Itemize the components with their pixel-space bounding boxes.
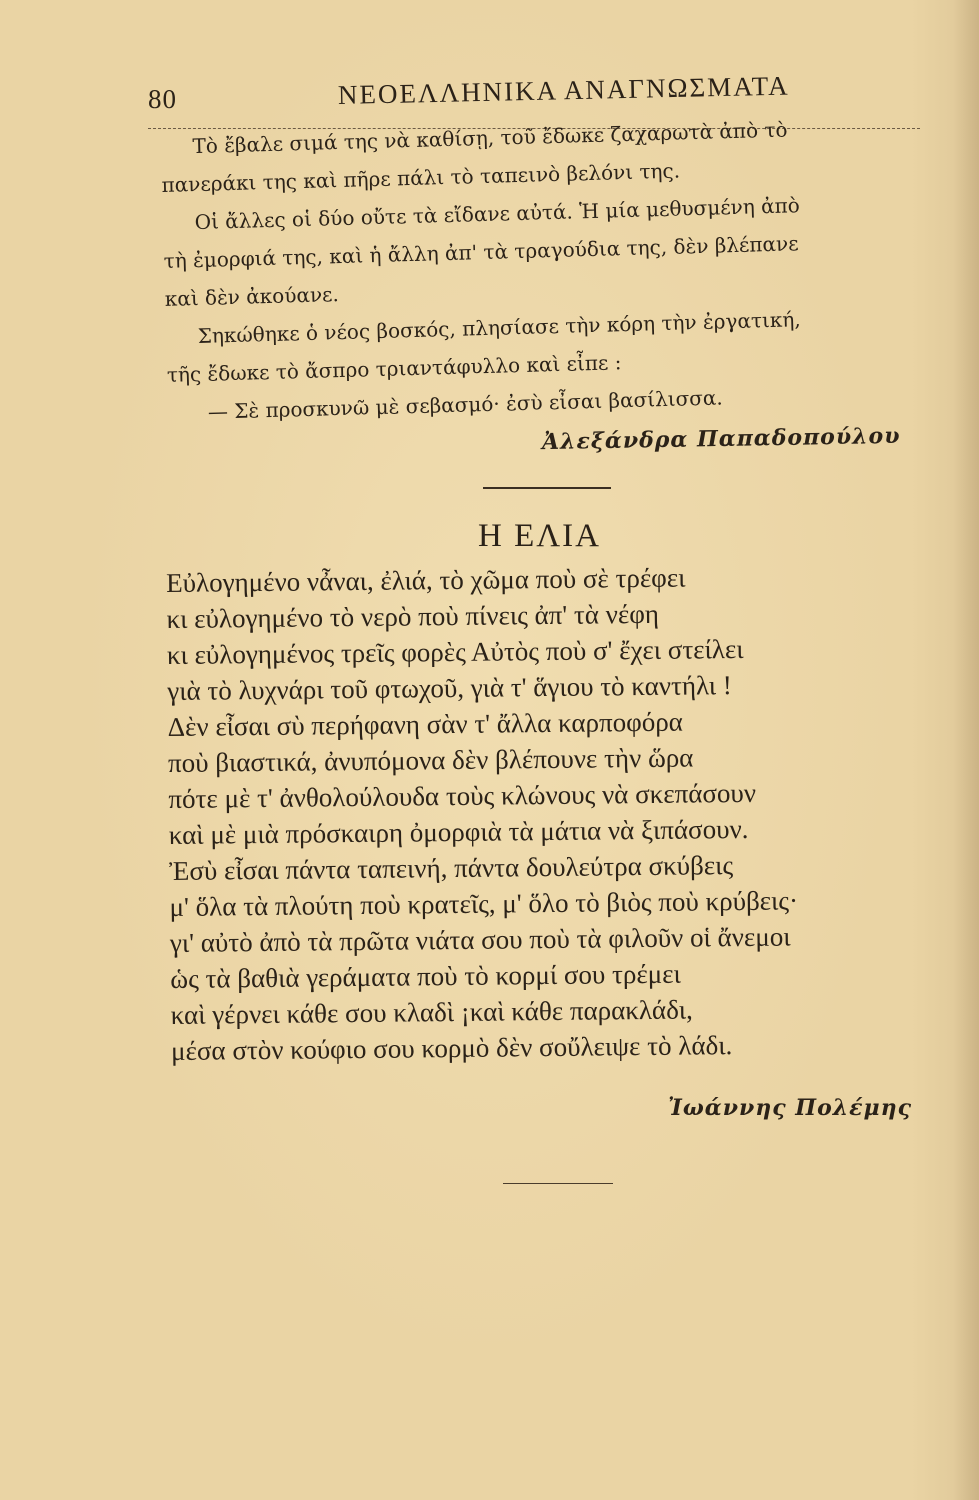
poem-line: γιὰ τὸ λυχνάρι τοῦ φτωχοῦ, γιὰ τ' ἅγιου τὸ καντήλι ! bbox=[167, 670, 732, 706]
poem-line: μέσα στὸν κούφιο σου κορμὸ δὲν σοὔλειψε τὸ λάδι. bbox=[170, 1030, 733, 1066]
story-line: Οἱ ἄλλες οἱ δύο οὔτε τὰ εἴδανε αὐτά. Ἡ μία μεθυσμένη ἀπὸ bbox=[194, 193, 801, 235]
story-author: Ἀλεξάνδρα Παπαδοπούλου bbox=[541, 422, 901, 456]
story-line: τῆς ἔδωκε τὸ ἄσπρο τριαντάφυλλο καὶ εἶπε : bbox=[166, 350, 622, 387]
poem-line: καὶ γέρνει κάθε σου κλαδὶ ¡καὶ κάθε παρακλάδι, bbox=[170, 994, 693, 1030]
poem-line: κι εὐλογημένος τρεῖς φορὲς Αὐτὸς ποὺ σ' ἔχει στείλει bbox=[166, 633, 744, 670]
story-line: — Σὲ προσκυνῶ μὲ σεβασμό· ἐσὺ εἶσαι βασίλισσα. bbox=[207, 385, 724, 424]
poem-line: γι' αὐτὸ ἀπὸ τὰ πρῶτα νιάτα σου ποὺ τὰ φιλοῦν οἱ ἄνεμοι bbox=[169, 921, 791, 958]
poem-line: ὡς τὰ βαθιὰ γεράματα ποὺ τὸ κορμί σου τρέμει bbox=[170, 958, 681, 994]
section-divider bbox=[483, 487, 611, 489]
poem-line: Ἐσὺ εἶσαι πάντα ταπεινή, πάντα δουλεύτρα σκύβεις bbox=[169, 850, 734, 886]
poem-line: Εὐλογημένο νἆναι, ἐλιά, τὸ χῶμα ποὺ σὲ τρέφει bbox=[166, 562, 686, 598]
poem-line: πότε μὲ τ' ἀνθολούλουδα τοὺς κλώνους νὰ σκεπάσουν bbox=[168, 777, 757, 814]
poem-line: κι εὐλογημένο τὸ νερὸ ποὺ πίνεις ἀπ' τὰ νέφη bbox=[166, 598, 660, 634]
poem-body bbox=[166, 557, 931, 1069]
story-line: Τὸ ἔβαλε σιμά της νὰ καθίσῃ, τοῦ ἔδωκε ζαχαρωτὰ ἀπὸ τὸ bbox=[192, 117, 788, 159]
page-edge-shadow bbox=[953, 0, 979, 1500]
story-line: Σηκώθηκε ὁ νέος βοσκός, πλησίασε τὴν κόρη τὴν ἐργατική, bbox=[197, 307, 801, 349]
story-excerpt bbox=[160, 107, 938, 432]
running-title: ΝΕΟΕΛΛΗΝΙΚΑ ΑΝΑΓΝΩΣΜΑΤΑ bbox=[337, 70, 790, 110]
story-line: τὴ ἐμορφιά της, καὶ ἡ ἄλλη ἀπ' τὰ τραγούδια της, δὲν βλέπανε bbox=[163, 231, 799, 273]
story-line: πανεράκι της καὶ πῆρε πάλι τὸ ταπεινὸ βελόνι της. bbox=[161, 158, 681, 197]
poem-title: Η ΕΛΙΑ bbox=[478, 518, 601, 554]
page-number: 80 bbox=[148, 84, 177, 114]
poem-line: καὶ μὲ μιὰ πρόσκαιρη ὀμορφιὰ τὰ μάτια νὰ ξιπάσουν. bbox=[168, 813, 749, 850]
story-line: καὶ δὲν ἀκούανε. bbox=[164, 282, 340, 311]
end-rule bbox=[503, 1183, 613, 1184]
poem-line: μ' ὅλα τὰ πλούτη ποὺ κρατεῖς, μ' ὅλο τὸ βιὸς ποὺ κρύβεις· bbox=[169, 885, 799, 922]
poem-author: Ἰωάννης Πολέμης bbox=[668, 1095, 913, 1121]
poem-line: ποὺ βιαστικά, ἀνυπόμονα δὲν βλέπουνε τὴν ὥρα bbox=[167, 742, 694, 778]
poem-line: Δὲν εἶσαι σὺ περήφανη σὰν τ' ἄλλα καρποφόρα bbox=[167, 706, 684, 742]
